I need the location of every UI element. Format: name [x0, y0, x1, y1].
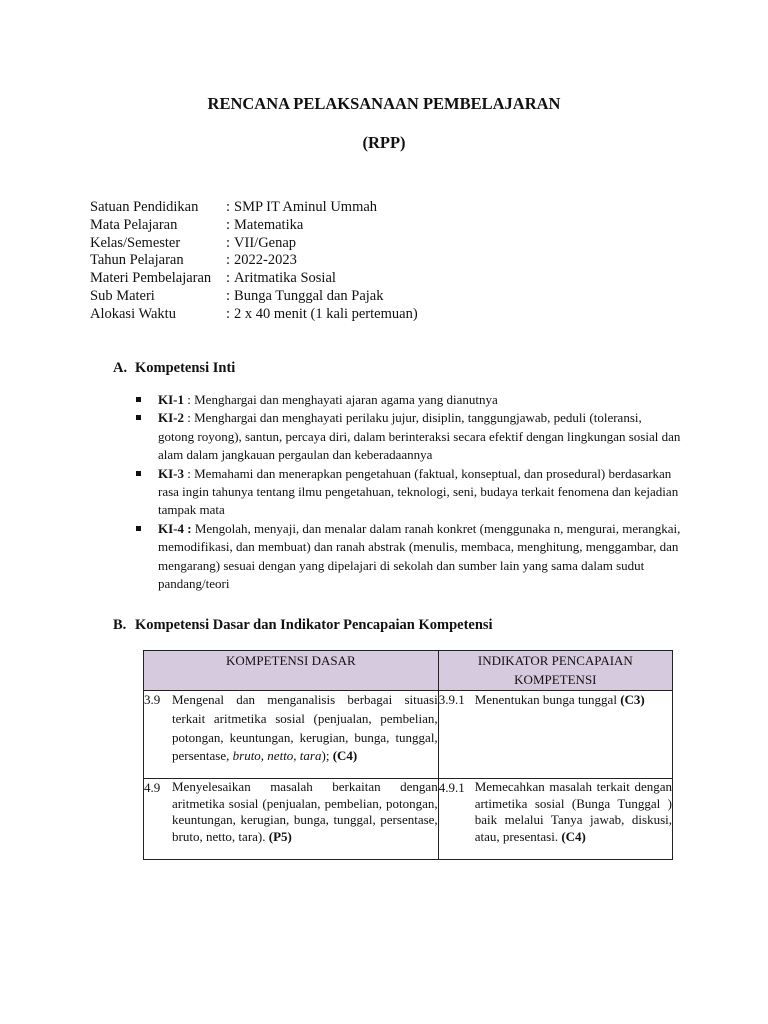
- identity-row: Satuan Pendidikan : SMP IT Aminul Ummah: [90, 199, 378, 215]
- identity-label: Materi Pembelajaran: [90, 270, 212, 287]
- competency-table: [143, 650, 673, 860]
- table-row: [144, 779, 673, 860]
- bullet-icon: [136, 526, 141, 531]
- identity-row: Kelas/Semester : VII/Genap: [90, 234, 297, 251]
- identity-label: Alokasi Waktu: [90, 305, 176, 322]
- identity-value: 2 x 40 menit (1 kali pertemuan): [234, 305, 418, 322]
- identity-label: Tahun Pelajaran: [90, 252, 184, 269]
- bullet-icon: [136, 397, 141, 402]
- identity-value: SMP IT Aminul Ummah: [234, 199, 378, 215]
- list-item: KI-3 : Memahami dan menerapkan pengetahuan (faktual, konseptual, dan prosedural) berdasarkan rasa ingin tahunya tentang ilmu pengetahuan, teknologi, seni, budaya terkait fenomena dan kejadian tampak mata: [136, 465, 681, 520]
- list-item: KI-1 : Menghargai dan menghayati ajaran agama yang dianutnya: [136, 391, 681, 409]
- kd-cell: 4.9 Menyelesaikan masalah berkaitan dengan aritmetika sosial (penjualan, pembelian, potongan, keuntungan, kerugian, bunga, tunggal, persentase, bruto, netto, tara). (P5): [144, 779, 439, 860]
- identity-label: Mata Pelajaran: [90, 216, 178, 233]
- identity-label: Kelas/Semester: [90, 234, 181, 251]
- identity-value: VII/Genap: [234, 234, 297, 251]
- identity-label: Sub Materi: [90, 287, 155, 304]
- identity-row: Alokasi Waktu : 2 x 40 menit (1 kali pertemuan): [90, 305, 418, 322]
- identity-row: Sub Materi : Bunga Tunggal dan Pajak: [90, 287, 384, 304]
- identity-value: Aritmatika Sosial: [234, 270, 336, 287]
- identity-row: Materi Pembelajaran : Aritmatika Sosial: [90, 270, 336, 287]
- list-item: KI-2 : Menghargai dan menghayati perilaku jujur, disiplin, tanggungjawab, peduli (toleransi, gotong royong), santun, percaya diri, dalam berinteraksi secara efektif dengan lingkungan sosial dan alam dalam jangkauan pergaulan dan keberadaannya: [136, 409, 681, 464]
- indicator-cell: 4.9.1 Memecahkan masalah terkait dengan artimetika sosial (Bunga Tunggal ) baik melalui Tanya jawab, diskusi, atau, presentasi. (C4): [438, 779, 672, 860]
- list-item: KI-4 : Mengolah, menyaji, dan menalar dalam ranah konkret (menggunaka n, mengurai, merangkai, memodifikasi, dan membuat) dan ranah abstrak (menulis, membaca, menghitung, menggambar, dan mengarang) sesuai dengan yang dipelajari di sekolah dan sumber lain yang sama dalam sudut pandang/teori: [136, 520, 681, 594]
- bullet-icon: [136, 415, 141, 420]
- identity-row: Tahun Pelajaran : 2022-2023: [90, 252, 297, 269]
- identity-label: Satuan Pendidikan: [90, 199, 199, 215]
- identity-value: 2022-2023: [234, 252, 297, 269]
- bullet-icon: [136, 471, 141, 476]
- identity-row: Mata Pelajaran : Matematika: [90, 216, 304, 233]
- kd-cell: 3.9 Mengenal dan menganalisis berbagai situasi terkait aritmetika sosial (penjualan, pembelian, potongan, keuntungan, kerugian, bunga, tunggal, persentase, bruto, netto, tara); (C4): [144, 691, 439, 779]
- section-heading-kompetensi-dasar: B. Kompetensi Dasar dan Indikator Pencapaian Kompetensi: [113, 617, 493, 633]
- identity-block: [90, 199, 418, 324]
- indicator-cell: 3.9.1 Menentukan bunga tunggal (C3): [438, 691, 672, 779]
- identity-value: Matematika: [234, 216, 304, 233]
- ki-list: [136, 391, 681, 593]
- identity-value: Bunga Tunggal dan Pajak: [234, 287, 384, 304]
- document-subtitle: (RPP): [362, 133, 406, 152]
- document-title: RENCANA PELAKSANAAN PEMBELAJARAN: [207, 94, 561, 113]
- table-header-kd: KOMPETENSI DASAR: [144, 651, 439, 691]
- table-row: [144, 691, 673, 779]
- section-heading-kompetensi-inti: A. Kompetensi Inti: [113, 360, 236, 376]
- table-header-indicator: INDIKATOR PENCAPAIAN KOMPETENSI: [438, 651, 672, 691]
